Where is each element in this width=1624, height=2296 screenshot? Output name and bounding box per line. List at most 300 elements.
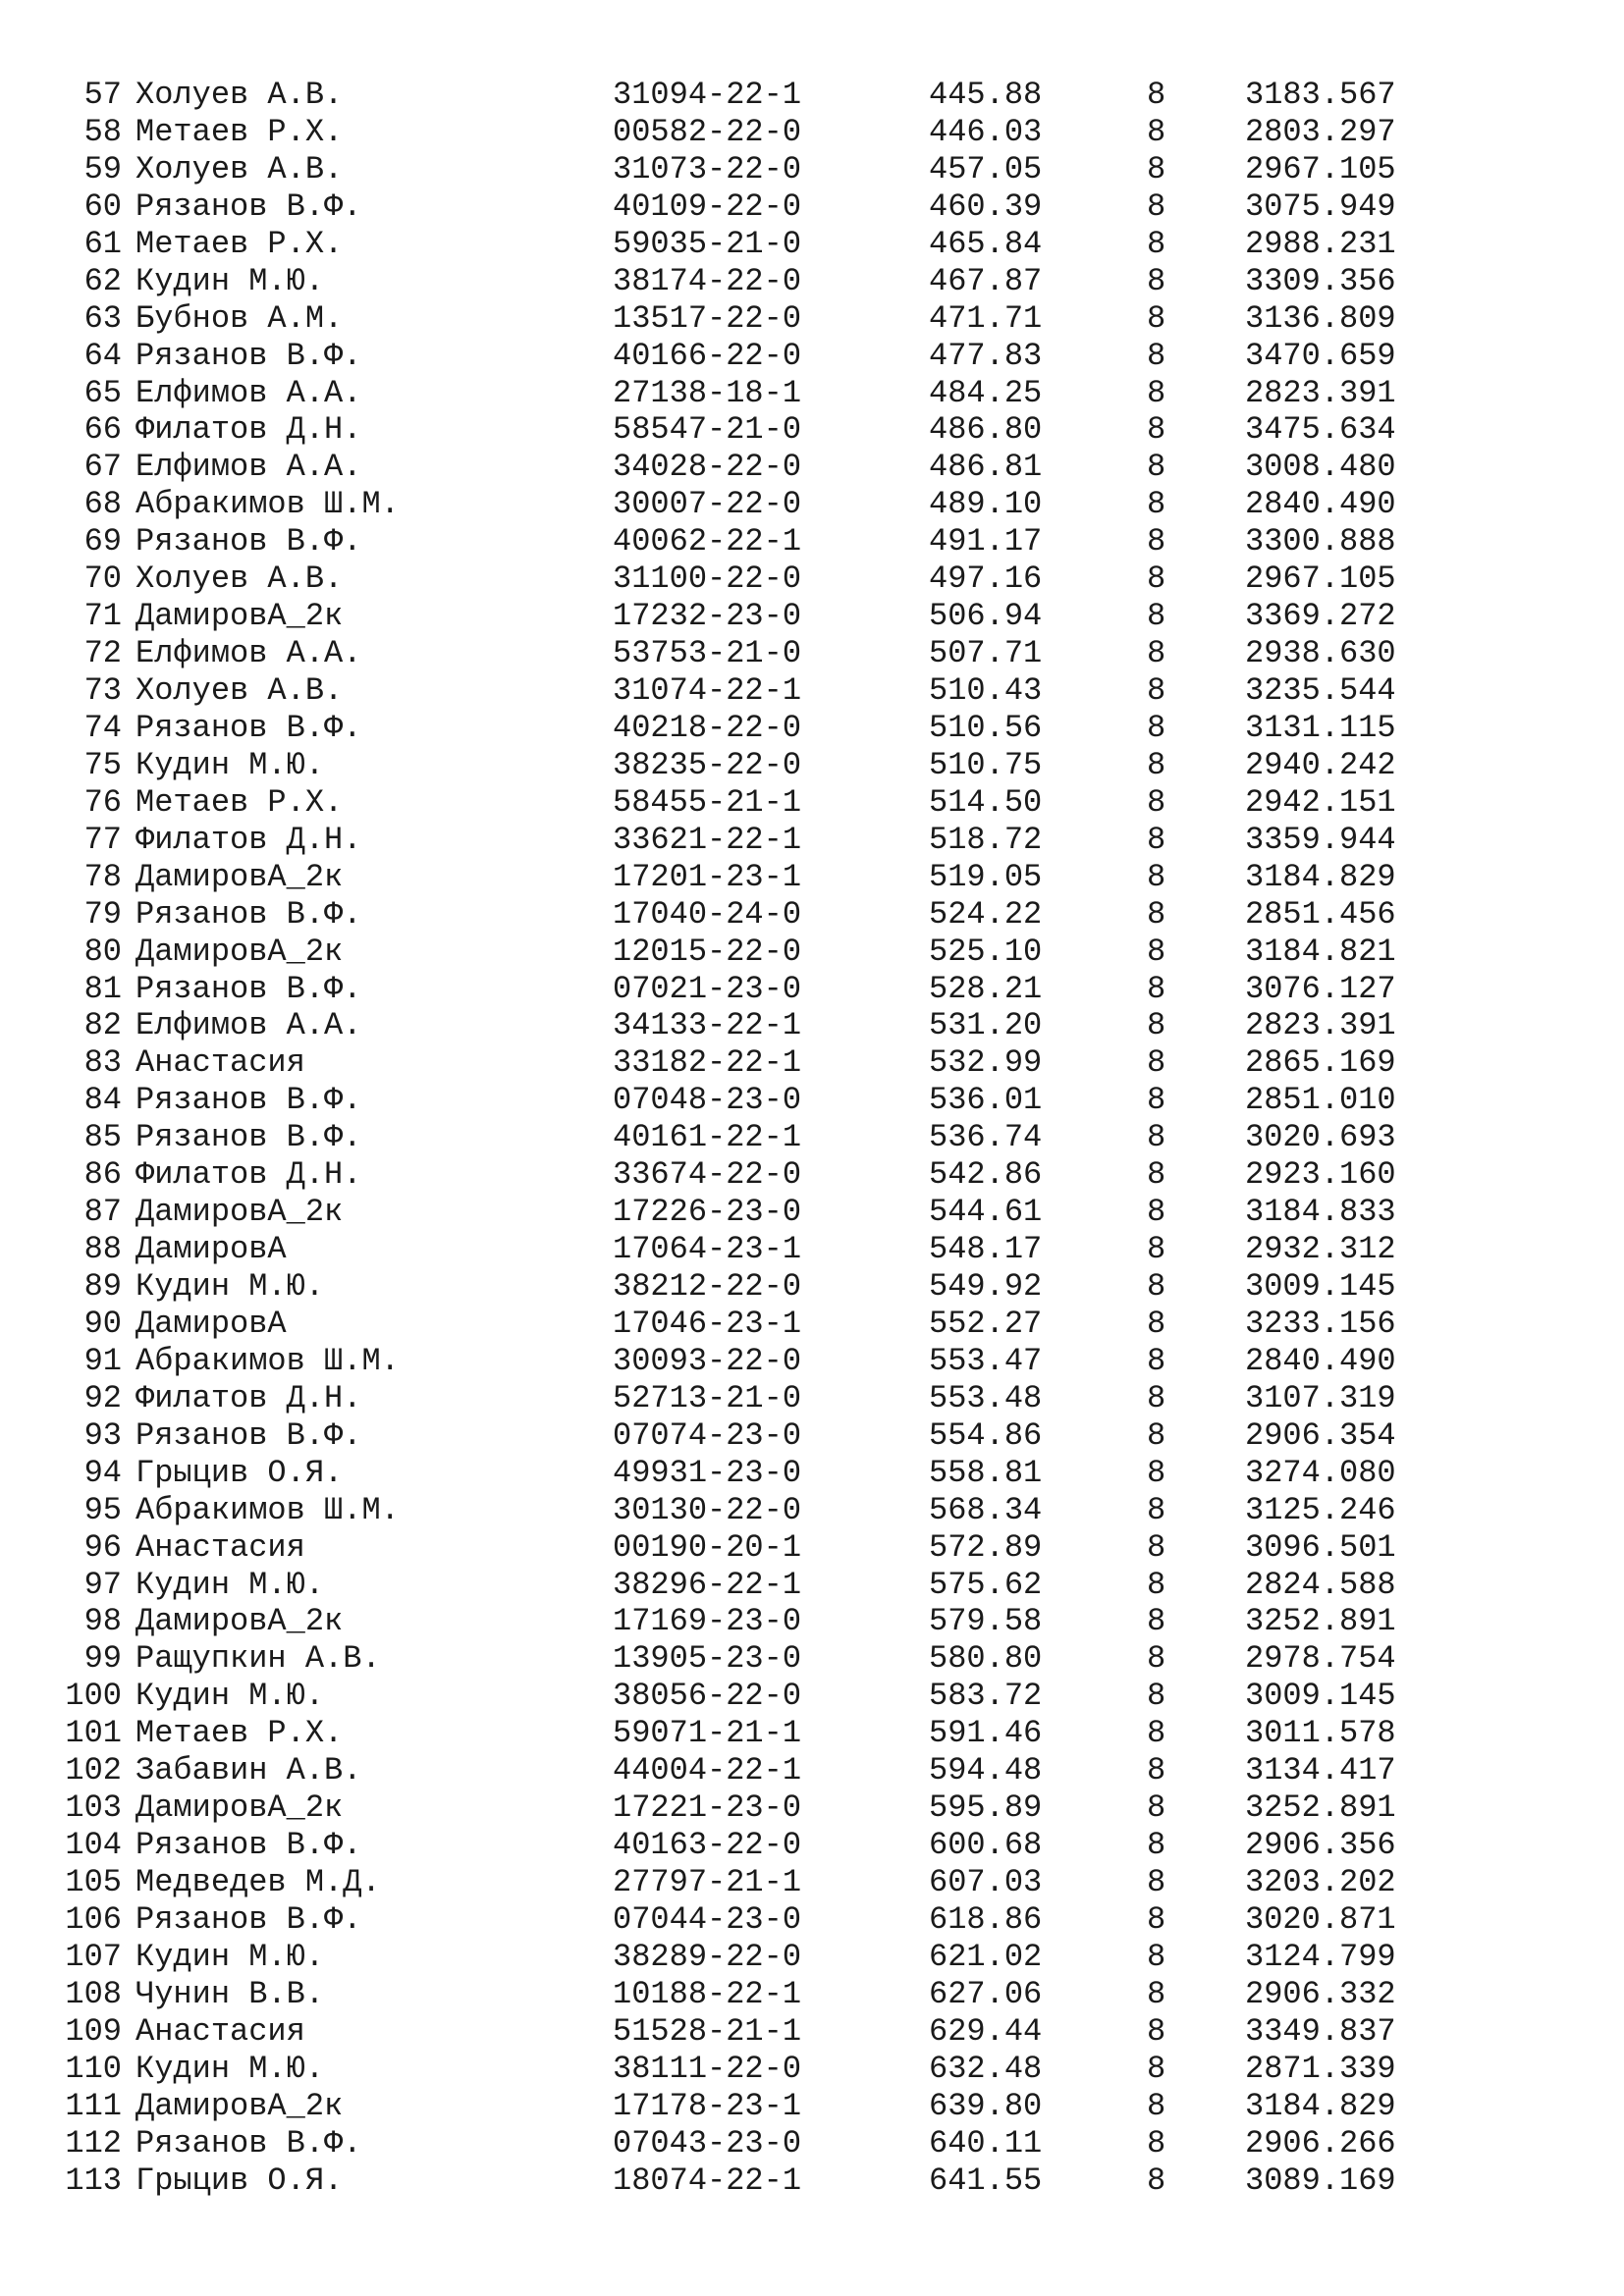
table-row: [0, 1417, 1624, 1455]
record-code: 00582-22-0: [613, 113, 802, 150]
table-row: [0, 1567, 1624, 1604]
table-row: [0, 2088, 1624, 2125]
person-name: Филатов Д.Н.: [135, 1156, 362, 1194]
total-cell: 3125.246: [1245, 1491, 1396, 1528]
person-name: Анастасия: [135, 1528, 305, 1566]
total-cell: 3233.156: [1245, 1305, 1396, 1342]
class-cell: 8: [1147, 1231, 1166, 1268]
value-cell: 583.72: [929, 1678, 1043, 1715]
table-row: [0, 411, 1624, 449]
value-cell: 531.20: [929, 1007, 1043, 1044]
person-name: Рязанов В.Ф.: [135, 895, 362, 933]
person-name: Рязанов В.Ф.: [135, 1827, 362, 1864]
value-cell: 552.27: [929, 1305, 1043, 1342]
class-cell: 8: [1147, 1864, 1166, 1900]
record-code: 10188-22-1: [613, 1975, 802, 2012]
class-cell: 8: [1147, 783, 1166, 821]
record-code: 33621-22-1: [613, 821, 802, 858]
person-name: Метаев Р.Х.: [135, 113, 344, 150]
class-cell: 8: [1147, 1305, 1166, 1342]
total-cell: 2967.105: [1245, 561, 1396, 598]
row-number: 113: [65, 2162, 122, 2199]
value-cell: 457.05: [929, 150, 1043, 187]
class-cell: 8: [1147, 1156, 1166, 1194]
record-code: 07043-23-0: [613, 2124, 802, 2162]
table-row: [0, 1678, 1624, 1715]
record-code: 40218-22-0: [613, 709, 802, 746]
table-row: [0, 971, 1624, 1008]
person-name: Елфимов А.А.: [135, 1007, 362, 1044]
record-code: 40161-22-1: [613, 1119, 802, 1156]
total-cell: 2932.312: [1245, 1231, 1396, 1268]
table-row: [0, 486, 1624, 523]
class-cell: 8: [1147, 77, 1166, 113]
table-row: [0, 598, 1624, 635]
table-row: [0, 263, 1624, 300]
value-cell: 548.17: [929, 1231, 1043, 1268]
row-number: 93: [83, 1416, 122, 1454]
total-cell: 3183.567: [1245, 77, 1396, 113]
person-name: Кудин М.Ю.: [135, 1938, 325, 1975]
class-cell: 8: [1147, 895, 1166, 933]
class-cell: 8: [1147, 337, 1166, 374]
value-cell: 524.22: [929, 895, 1043, 933]
row-number: 94: [83, 1454, 122, 1491]
table-row: [0, 1827, 1624, 1864]
value-cell: 600.68: [929, 1827, 1043, 1864]
total-cell: 3020.693: [1245, 1119, 1396, 1156]
class-cell: 8: [1147, 2012, 1166, 2050]
row-number: 99: [83, 1640, 122, 1678]
value-cell: 510.43: [929, 672, 1043, 709]
record-code: 27797-21-1: [613, 1864, 802, 1900]
total-cell: 2940.242: [1245, 746, 1396, 783]
value-cell: 618.86: [929, 1900, 1043, 1938]
class-cell: 8: [1147, 225, 1166, 262]
table-row: [0, 1306, 1624, 1343]
table-row: [0, 1231, 1624, 1268]
row-number: 77: [83, 821, 122, 858]
total-cell: 3235.544: [1245, 672, 1396, 709]
total-cell: 2988.231: [1245, 225, 1396, 262]
record-code: 30007-22-0: [613, 486, 802, 523]
table-row: [0, 1007, 1624, 1044]
record-code: 13905-23-0: [613, 1640, 802, 1678]
total-cell: 3359.944: [1245, 821, 1396, 858]
record-code: 38056-22-0: [613, 1678, 802, 1715]
row-number: 66: [83, 411, 122, 449]
record-code: 17226-23-0: [613, 1194, 802, 1231]
record-code: 38289-22-0: [613, 1938, 802, 1975]
record-code: 17201-23-1: [613, 858, 802, 895]
value-cell: 518.72: [929, 821, 1043, 858]
person-name: Рязанов В.Ф.: [135, 187, 362, 225]
table-row: [0, 1901, 1624, 1939]
person-name: Рязанов В.Ф.: [135, 1119, 362, 1156]
table-row: [0, 1976, 1624, 2013]
record-code: 12015-22-0: [613, 933, 802, 970]
record-code: 44004-22-1: [613, 1752, 802, 1789]
class-cell: 8: [1147, 598, 1166, 635]
table-row: [0, 822, 1624, 859]
record-code: 27138-18-1: [613, 374, 802, 411]
record-code: 38296-22-1: [613, 1566, 802, 1603]
record-code: 34133-22-1: [613, 1007, 802, 1044]
row-number: 111: [65, 2087, 122, 2124]
table-row: [0, 300, 1624, 338]
class-cell: 8: [1147, 1194, 1166, 1231]
person-name: Рязанов В.Ф.: [135, 709, 362, 746]
value-cell: 632.48: [929, 2050, 1043, 2087]
value-cell: 629.44: [929, 2012, 1043, 2050]
total-cell: 2803.297: [1245, 113, 1396, 150]
person-name: Холуев А.В.: [135, 150, 344, 187]
row-number: 79: [83, 895, 122, 933]
total-cell: 3184.829: [1245, 858, 1396, 895]
table-row: [0, 1492, 1624, 1529]
table-row: [0, 1789, 1624, 1827]
class-cell: 8: [1147, 635, 1166, 672]
value-cell: 591.46: [929, 1715, 1043, 1752]
total-cell: 3089.169: [1245, 2162, 1396, 2199]
total-cell: 3470.659: [1245, 337, 1396, 374]
person-name: Рязанов В.Ф.: [135, 523, 362, 561]
row-number: 70: [83, 561, 122, 598]
record-code: 07074-23-0: [613, 1416, 802, 1454]
total-cell: 3369.272: [1245, 598, 1396, 635]
total-cell: 3131.115: [1245, 709, 1396, 746]
person-name: Кудин М.Ю.: [135, 2050, 325, 2087]
value-cell: 641.55: [929, 2162, 1043, 2199]
class-cell: 8: [1147, 1900, 1166, 1938]
class-cell: 8: [1147, 1342, 1166, 1379]
value-cell: 528.21: [929, 970, 1043, 1007]
total-cell: 2978.754: [1245, 1640, 1396, 1678]
table-row: [0, 1715, 1624, 1752]
row-number: 67: [83, 449, 122, 486]
table-row: [0, 449, 1624, 486]
total-cell: 3096.501: [1245, 1528, 1396, 1566]
row-number: 59: [83, 150, 122, 187]
total-cell: 3136.809: [1245, 299, 1396, 337]
total-cell: 2906.356: [1245, 1827, 1396, 1864]
total-cell: 3203.202: [1245, 1864, 1396, 1900]
total-cell: 2906.354: [1245, 1416, 1396, 1454]
person-name: ДамировА_2к: [135, 1194, 344, 1231]
table-row: [0, 1864, 1624, 1901]
person-name: Анастасия: [135, 2012, 305, 2050]
table-row: [0, 151, 1624, 188]
value-cell: 491.17: [929, 523, 1043, 561]
row-number: 112: [65, 2124, 122, 2162]
table-row: [0, 338, 1624, 375]
value-cell: 536.74: [929, 1119, 1043, 1156]
person-name: ДамировА_2к: [135, 1603, 344, 1640]
person-name: Рязанов В.Ф.: [135, 337, 362, 374]
total-cell: 2938.630: [1245, 635, 1396, 672]
value-cell: 532.99: [929, 1044, 1043, 1082]
row-number: 109: [65, 2012, 122, 2050]
class-cell: 8: [1147, 858, 1166, 895]
table-row: [0, 561, 1624, 598]
row-number: 89: [83, 1268, 122, 1305]
person-name: Анастасия: [135, 1044, 305, 1082]
value-cell: 558.81: [929, 1454, 1043, 1491]
person-name: Метаев Р.Х.: [135, 1715, 344, 1752]
class-cell: 8: [1147, 150, 1166, 187]
person-name: Абракимов Ш.М.: [135, 486, 400, 523]
person-name: ДамировА_2к: [135, 933, 344, 970]
person-name: Абракимов Ш.М.: [135, 1491, 400, 1528]
row-number: 81: [83, 970, 122, 1007]
value-cell: 477.83: [929, 337, 1043, 374]
class-cell: 8: [1147, 2162, 1166, 2199]
total-cell: 3252.891: [1245, 1789, 1396, 1827]
class-cell: 8: [1147, 1603, 1166, 1640]
class-cell: 8: [1147, 1715, 1166, 1752]
table-row: [0, 2163, 1624, 2200]
table-row: [0, 1455, 1624, 1492]
value-cell: 568.34: [929, 1491, 1043, 1528]
class-cell: 8: [1147, 709, 1166, 746]
value-cell: 471.71: [929, 299, 1043, 337]
value-cell: 595.89: [929, 1789, 1043, 1827]
row-number: 95: [83, 1491, 122, 1528]
value-cell: 553.48: [929, 1379, 1043, 1416]
value-cell: 506.94: [929, 598, 1043, 635]
record-code: 07044-23-0: [613, 1900, 802, 1938]
record-code: 49931-23-0: [613, 1454, 802, 1491]
record-code: 40062-22-1: [613, 523, 802, 561]
total-cell: 3009.145: [1245, 1268, 1396, 1305]
row-number: 68: [83, 486, 122, 523]
row-number: 104: [65, 1827, 122, 1864]
table-row: [0, 2013, 1624, 2051]
table-row: [0, 114, 1624, 151]
row-number: 58: [83, 113, 122, 150]
value-cell: 536.01: [929, 1082, 1043, 1119]
record-code: 17178-23-1: [613, 2087, 802, 2124]
total-cell: 2906.332: [1245, 1975, 1396, 2012]
row-number: 82: [83, 1007, 122, 1044]
row-number: 101: [65, 1715, 122, 1752]
person-name: Рязанов В.Ф.: [135, 2124, 362, 2162]
value-cell: 519.05: [929, 858, 1043, 895]
table-row: [0, 1939, 1624, 1976]
table-row: [0, 2125, 1624, 2163]
class-cell: 8: [1147, 449, 1166, 486]
class-cell: 8: [1147, 1379, 1166, 1416]
table-row: [0, 1640, 1624, 1678]
person-name: Грыцив О.Я.: [135, 2162, 344, 2199]
total-cell: 3252.891: [1245, 1603, 1396, 1640]
table-row: [0, 747, 1624, 784]
table-row: [0, 1119, 1624, 1156]
total-cell: 3076.127: [1245, 970, 1396, 1007]
total-cell: 2923.160: [1245, 1156, 1396, 1194]
value-cell: 544.61: [929, 1194, 1043, 1231]
value-cell: 553.47: [929, 1342, 1043, 1379]
row-number: 85: [83, 1119, 122, 1156]
person-name: Кудин М.Ю.: [135, 1268, 325, 1305]
record-code: 38235-22-0: [613, 746, 802, 783]
row-number: 62: [83, 262, 122, 299]
total-cell: 2851.010: [1245, 1082, 1396, 1119]
record-code: 30130-22-0: [613, 1491, 802, 1528]
class-cell: 8: [1147, 1119, 1166, 1156]
record-code: 59035-21-0: [613, 225, 802, 262]
record-code: 17232-23-0: [613, 598, 802, 635]
table-row: [0, 710, 1624, 747]
person-name: ДамировА_2к: [135, 2087, 344, 2124]
class-cell: 8: [1147, 1640, 1166, 1678]
total-cell: 3009.145: [1245, 1678, 1396, 1715]
row-number: 105: [65, 1864, 122, 1900]
value-cell: 497.16: [929, 561, 1043, 598]
value-cell: 489.10: [929, 486, 1043, 523]
row-number: 71: [83, 598, 122, 635]
results-list: [0, 77, 1624, 2199]
person-name: Забавин А.В.: [135, 1752, 362, 1789]
person-name: Метаев Р.Х.: [135, 783, 344, 821]
record-code: 18074-22-1: [613, 2162, 802, 2199]
class-cell: 8: [1147, 1938, 1166, 1975]
record-code: 33182-22-1: [613, 1044, 802, 1082]
table-row: [0, 1603, 1624, 1640]
person-name: Филатов Д.Н.: [135, 411, 362, 449]
person-name: Холуев А.В.: [135, 77, 344, 113]
class-cell: 8: [1147, 672, 1166, 709]
class-cell: 8: [1147, 746, 1166, 783]
row-number: 88: [83, 1231, 122, 1268]
record-code: 17221-23-0: [613, 1789, 802, 1827]
row-number: 102: [65, 1752, 122, 1789]
person-name: Кудин М.Ю.: [135, 262, 325, 299]
table-row: [0, 1343, 1624, 1380]
total-cell: 3475.634: [1245, 411, 1396, 449]
class-cell: 8: [1147, 2087, 1166, 2124]
person-name: ДамировА_2к: [135, 858, 344, 895]
table-row: [0, 77, 1624, 114]
record-code: 30093-22-0: [613, 1342, 802, 1379]
class-cell: 8: [1147, 1827, 1166, 1864]
row-number: 86: [83, 1156, 122, 1194]
record-code: 31073-22-0: [613, 150, 802, 187]
row-number: 72: [83, 635, 122, 672]
total-cell: 3309.356: [1245, 262, 1396, 299]
person-name: Кудин М.Ю.: [135, 1678, 325, 1715]
table-row: [0, 1156, 1624, 1194]
record-code: 52713-21-0: [613, 1379, 802, 1416]
row-number: 91: [83, 1342, 122, 1379]
class-cell: 8: [1147, 1528, 1166, 1566]
value-cell: 580.80: [929, 1640, 1043, 1678]
row-number: 60: [83, 187, 122, 225]
row-number: 87: [83, 1194, 122, 1231]
class-cell: 8: [1147, 1566, 1166, 1603]
row-number: 78: [83, 858, 122, 895]
record-code: 34028-22-0: [613, 449, 802, 486]
person-name: Холуев А.В.: [135, 672, 344, 709]
value-cell: 486.81: [929, 449, 1043, 486]
record-code: 59071-21-1: [613, 1715, 802, 1752]
class-cell: 8: [1147, 262, 1166, 299]
value-cell: 640.11: [929, 2124, 1043, 2162]
class-cell: 8: [1147, 374, 1166, 411]
value-cell: 507.71: [929, 635, 1043, 672]
row-number: 63: [83, 299, 122, 337]
value-cell: 607.03: [929, 1864, 1043, 1900]
row-number: 64: [83, 337, 122, 374]
total-cell: 3300.888: [1245, 523, 1396, 561]
person-name: ДамировА_2к: [135, 598, 344, 635]
table-row: [0, 859, 1624, 896]
total-cell: 2906.266: [1245, 2124, 1396, 2162]
row-number: 57: [83, 77, 122, 113]
total-cell: 3020.871: [1245, 1900, 1396, 1938]
class-cell: 8: [1147, 113, 1166, 150]
total-cell: 3184.829: [1245, 2087, 1396, 2124]
table-row: [0, 1268, 1624, 1306]
row-number: 103: [65, 1789, 122, 1827]
total-cell: 3075.949: [1245, 187, 1396, 225]
record-code: 38174-22-0: [613, 262, 802, 299]
person-name: Холуев А.В.: [135, 561, 344, 598]
class-cell: 8: [1147, 561, 1166, 598]
value-cell: 621.02: [929, 1938, 1043, 1975]
row-number: 108: [65, 1975, 122, 2012]
table-row: [0, 1082, 1624, 1119]
record-code: 17169-23-0: [613, 1603, 802, 1640]
person-name: Филатов Д.Н.: [135, 1379, 362, 1416]
person-name: Бубнов А.М.: [135, 299, 344, 337]
record-code: 38111-22-0: [613, 2050, 802, 2087]
table-row: [0, 523, 1624, 561]
record-code: 58547-21-0: [613, 411, 802, 449]
value-cell: 486.80: [929, 411, 1043, 449]
value-cell: 467.87: [929, 262, 1043, 299]
class-cell: 8: [1147, 1268, 1166, 1305]
total-cell: 2840.490: [1245, 1342, 1396, 1379]
class-cell: 8: [1147, 1678, 1166, 1715]
record-code: 40109-22-0: [613, 187, 802, 225]
total-cell: 3107.319: [1245, 1379, 1396, 1416]
value-cell: 525.10: [929, 933, 1043, 970]
value-cell: 549.92: [929, 1268, 1043, 1305]
value-cell: 460.39: [929, 187, 1043, 225]
row-number: 100: [65, 1678, 122, 1715]
class-cell: 8: [1147, 523, 1166, 561]
total-cell: 2823.391: [1245, 1007, 1396, 1044]
person-name: Грыцив О.Я.: [135, 1454, 344, 1491]
row-number: 106: [65, 1900, 122, 1938]
row-number: 83: [83, 1044, 122, 1082]
record-code: 17040-24-0: [613, 895, 802, 933]
person-name: ДамировА_2к: [135, 1789, 344, 1827]
record-code: 31074-22-1: [613, 672, 802, 709]
record-code: 38212-22-0: [613, 1268, 802, 1305]
row-number: 69: [83, 523, 122, 561]
class-cell: 8: [1147, 1454, 1166, 1491]
total-cell: 2840.490: [1245, 486, 1396, 523]
value-cell: 594.48: [929, 1752, 1043, 1789]
value-cell: 465.84: [929, 225, 1043, 262]
table-row: [0, 1529, 1624, 1567]
class-cell: 8: [1147, 1044, 1166, 1082]
person-name: ДамировА: [135, 1305, 287, 1342]
value-cell: 514.50: [929, 783, 1043, 821]
row-number: 74: [83, 709, 122, 746]
